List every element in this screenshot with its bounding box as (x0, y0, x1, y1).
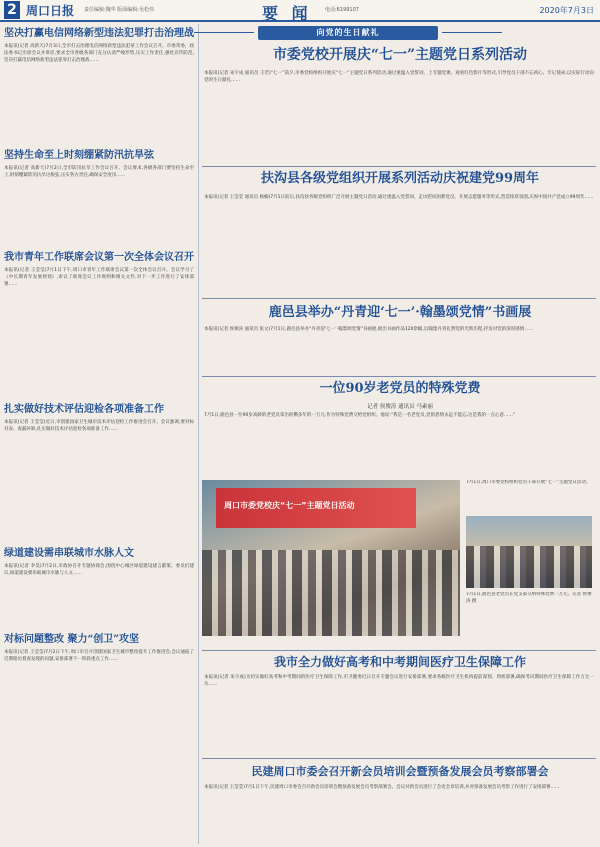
headline-minjian: 民建周口市委会召开新会员培训会暨预备发展会员考察部署会 (251, 765, 549, 778)
divider (202, 298, 596, 299)
section-title: 要 闻 (262, 4, 312, 23)
story-body-party-school: 本报讯(记者 朱宇成 通讯员 王若)“七一”前夕,市委党校组织开展庆“七一”主题党日系列活动,通过重温入党誓词、上专题党课、观看红色影片等形式,引导党员干部不忘初心、牢记使命,以实际行动向党的生日献礼…… (204, 71, 594, 83)
story-body: 本报讯(记者 高新天)7月2日,全市防汛抗旱工作会议召开。会议要求,各级各部门要坚持生命至上,时刻绷紧防汛抗旱这根弦,压实各方责任,确保安全度汛…… (4, 166, 194, 178)
headline-party-school: 市委党校开展庆“七一”主题党日系列活动 (272, 47, 528, 63)
headline-exam-medical: 我市全力做好高考和中考期间医疗卫生保障工作 (273, 655, 526, 669)
story-headline: 扎实做好技术评估迎检各项准备工作 (4, 404, 164, 415)
headline-luyi-exhibition: 鹿邑县举办“丹青迎‘七一’·翰墨颂党情”书画展 (268, 305, 532, 320)
headline-fugou: 扶沟县各级党组织开展系列活动庆祝建党99周年 (260, 171, 540, 186)
left-story-1 (4, 24, 194, 144)
column-divider (198, 24, 199, 844)
story-body: 本报讯(记者 李昊)7月2日,市政协召开专题协商会,围绕中心城区绿道建设建言献策。委员们建议,绿道建设要串联城市水脉与人文…… (4, 564, 194, 576)
left-story-3 (4, 248, 194, 398)
photo-stage-screen (216, 488, 416, 528)
divider (202, 166, 596, 167)
left-column (4, 24, 194, 844)
headline-old-member: 一位90岁老党员的特殊党费 (319, 381, 481, 396)
divider (202, 376, 596, 377)
divider (202, 650, 596, 651)
masthead-left-meta: 责任编辑:魏华 版面编辑:吴松伟 (84, 7, 154, 13)
section-banner: 向党的生日献礼 (258, 26, 438, 40)
story-headline: 绿道建设需串联城市水脉人文 (4, 548, 134, 559)
byline: 记者 侯俊涛 通讯员 马素丽 (367, 404, 433, 410)
story-headline: 对标问题整改 聚力“创卫”攻坚 (4, 634, 139, 645)
story-body-minjian: 本报讯(记者 王莹莹)7月1日下午,民建周口市委会召开新会员培训会暨预备发展会员考察部署会。会议对新会员进行了会史会章培训,并对预备发展会员考察工作进行了安排部署…… (204, 785, 560, 790)
photo-party-event (202, 480, 460, 636)
photo-caption: 7月1日,周口市委党校组织党员干部开展“七一”主题党日活动。 (466, 480, 591, 485)
photo-caption-small: 7月1日,鹿邑县老党员在党支部交纳特殊党费一万元。记者 侯俊涛 摄 (466, 592, 592, 604)
story-headline: 坚决打赢电信网络新型违法犯罪打击治理战 (4, 28, 194, 39)
story-body: 本报讯(记者 王莹莹)7月1日下午,周口市青年工作联席会议第一次全体会议召开。会议学习了《中长期青年发展规划》,审议了联席会议工作规则和相关文件,对下一步工作进行了安排部署…… (4, 268, 194, 287)
photo-old-member (466, 516, 592, 588)
masthead-right-meta: 电话:6199107 (325, 7, 359, 13)
story-headline: 坚持生命至上时刻绷紧防汛抗旱弦 (4, 150, 154, 161)
story-headline: 我市青年工作联席会议第一次全体会议召开 (4, 252, 194, 263)
left-story-4 (4, 400, 194, 540)
page-number: 2 (4, 1, 20, 19)
story-body-exam-medical: 本报讯(记者 朱宇成)为切实做好高考和中考期间的医疗卫生保障工作,市卫健委近日召开专题会议进行安排部署,要求各级医疗卫生机构提前谋划、周密部署,确保考试期间医疗卫生保障工作万无一失…… (204, 675, 594, 687)
masthead (0, 0, 600, 22)
issue-date: 2020年7月3日 (539, 6, 594, 15)
photo-people (466, 546, 592, 588)
divider (202, 758, 596, 759)
story-body-luyi-exhibition: 本报讯(记者 侯俊涛 通讯员 张文)7月1日,鹿邑县举办“丹青迎‘七一’·翰墨颂党情”书画展,展出书画作品120余幅,以翰墨丹青礼赞党的光辉历程,抒发对党的深厚感情…… (204, 327, 534, 332)
story-body-fugou: 本报讯(记者 王莹莹 通讯员 杨楠)7月1日前后,扶沟县各级党组织广泛开展主题党日活动,通过重温入党誓词、走访慰问困难党员、开展志愿服务等形式,营造浓厚氛围,庆祝中国共产党成立99周年…… (204, 195, 594, 200)
story-body: 本报讯(记者 王莹莹)近日,市创建国家卫生城市技术评估迎检工作推进会召开。会议强调,要对标对表、查漏补缺,扎实做好技术评估迎检各项准备工作…… (4, 420, 194, 432)
story-body: 本报讯(记者 王莹莹)7月2日下午,周口市召开创建国家卫生城市整改提升工作推进会,会议通报了近期暗访督查发现的问题,安排部署下一阶段重点工作…… (4, 650, 194, 662)
photo-screen-text: 周口市委党校庆“七一”主题党日活动 (224, 501, 355, 510)
story-body-old-member: 7月1日,鹿邑县一位90岁高龄的老党员拿出积攒多年的一万元,作为特殊党费交给党组织。他说:“我是一名老党员,党的恩情永远不能忘,这是我的一点心意……” (204, 413, 516, 418)
left-story-2 (4, 146, 194, 246)
photo-audience (202, 550, 460, 636)
left-story-6 (4, 630, 194, 840)
paper-name: 周口日报 (26, 4, 75, 18)
story-body: 本报讯(记者 高新天)7月3日,全市打击治理电信网络新型违法犯罪工作会议召开。市委常委、政法委书记出席会议并讲话,要求全市各级各部门充分认清严峻形势,压实工作责任,强化宣传防范,坚决打赢电信网络新型违法犯罪打击治理战…… (4, 44, 194, 63)
